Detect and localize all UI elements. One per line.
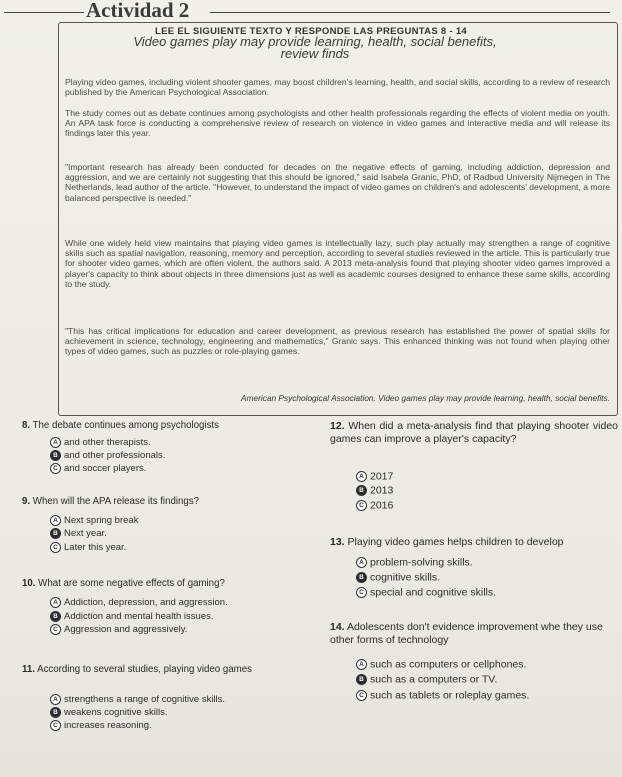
question-text: Adolescents don't evidence improvement whe they use other forms of technology (330, 621, 603, 646)
q10-option-a[interactable] (50, 597, 228, 608)
question-number: 8. (22, 420, 31, 431)
q12-option-a[interactable] (356, 471, 393, 482)
option-text: special and cognitive skills. (370, 586, 497, 599)
option-marker: A (50, 694, 61, 705)
question-number: 11. (22, 664, 35, 675)
option-marker: C (50, 542, 61, 553)
option-text: such as computers or cellphones. (370, 658, 527, 671)
option-marker: B (50, 528, 61, 539)
option-text: increases reasoning. (64, 720, 152, 732)
option-text: and other professionals. (64, 450, 166, 462)
option-text: such as a computers or TV. (370, 673, 498, 686)
question-number: 9. (22, 496, 31, 507)
q12-option-c[interactable] (356, 500, 393, 511)
question-12 (330, 420, 618, 445)
question-13 (330, 536, 620, 549)
option-text: problem-solving skills. (370, 556, 473, 569)
question-9 (22, 496, 312, 507)
q13-option-a[interactable] (356, 557, 473, 568)
question-8 (22, 420, 312, 431)
q11-option-b[interactable] (50, 707, 168, 718)
question-text: According to several studies, playing video games (37, 664, 252, 675)
paragraph-2: The study comes out as debate continues among psychologists and other health professionals regarding the effects of violent media on youth. An APA task force is conducting a comprehensive review of research on violence in video games and interactive media and will release its findings later this year. (65, 108, 610, 139)
option-marker: A (50, 597, 61, 608)
option-text: Addiction, depression, and aggression. (64, 597, 228, 609)
q9-option-a[interactable] (50, 515, 138, 526)
option-text: Addiction and mental health issues. (64, 611, 214, 623)
option-marker: C (356, 587, 367, 598)
option-marker: B (50, 450, 61, 461)
option-marker: C (356, 500, 367, 511)
option-marker: B (356, 674, 367, 685)
q8-option-b[interactable] (50, 450, 165, 461)
option-text: 2013 (370, 484, 394, 497)
option-text: Next year. (64, 528, 107, 540)
q9-option-b[interactable] (50, 528, 107, 539)
option-text: Next spring break (64, 515, 139, 527)
q11-option-c[interactable] (50, 720, 152, 731)
q8-option-c[interactable] (50, 463, 146, 474)
q12-option-b[interactable] (356, 485, 393, 496)
q10-option-b[interactable] (50, 611, 213, 622)
activity-title: Actividad 2 (86, 0, 190, 22)
question-number: 12. (330, 420, 345, 432)
q9-option-c[interactable] (50, 542, 126, 553)
q11-option-a[interactable] (50, 694, 225, 705)
option-text: Later this year. (64, 542, 127, 554)
question-10 (22, 578, 312, 589)
question-text: Playing video games helps children to develop (347, 536, 564, 548)
paragraph-5: "This has critical implications for education and career development, as previous research has established the power of spatial skills for achievement in science, technology, engineering and mathematics," Granic says. This enhanced thinking was not found when playing other types of video games, such as puzzles or role-playing games. (65, 326, 610, 357)
q14-option-a[interactable] (356, 659, 526, 670)
question-number: 10. (22, 578, 36, 589)
question-number: 14. (330, 621, 345, 633)
option-marker: B (356, 572, 367, 583)
q10-option-c[interactable] (50, 624, 187, 635)
header-line-left (4, 12, 84, 13)
question-text: When will the APA release its findings? (32, 496, 200, 507)
option-marker: A (356, 659, 367, 670)
option-text: 2016 (370, 499, 394, 512)
option-marker: A (50, 437, 61, 448)
option-text: such as tablets or roleplay games. (370, 689, 530, 702)
citation: American Psychological Association. Video games play may provide learning, health, social benefits. (241, 393, 610, 403)
article-title: Video games play may provide learning, health, social benefits, review finds (133, 34, 497, 61)
question-text: When did a meta-analysis find that playing shooter video games can improve a player's capacity? (330, 420, 619, 445)
option-marker: C (50, 720, 61, 731)
option-marker: A (50, 515, 61, 526)
question-text: The debate continues among psychologists (32, 420, 219, 431)
question-text: What are some negative effects of gaming? (38, 578, 225, 589)
q14-option-b[interactable] (356, 674, 497, 685)
q13-option-c[interactable] (356, 587, 496, 598)
option-marker: C (356, 690, 367, 701)
option-marker: B (50, 611, 61, 622)
option-marker: C (50, 463, 61, 474)
option-text: and soccer players. (64, 463, 147, 475)
reading-instruction: LEE EL SIGUIENTE TEXTO Y RESPONDE LAS PREGUNTAS 8 - 14 (155, 26, 467, 37)
option-text: 2017 (370, 470, 394, 483)
option-text: strengthens a range of cognitive skills. (64, 694, 226, 706)
question-11 (22, 664, 312, 675)
paragraph-4: While one widely held view maintains that playing video games is intellectually lazy, such play actually may strengthen a range of cognitive skills such as spatial navigation, reasoning, memory and perception, according to several studies reviewed in the article. This is particularly true for shooter video games, which are often violent, the authors said. A 2013 meta-analysis found that playing shooter video games improved a player's capacity to think about objects in three dimensions just as well as academic courses designed to enhance these same skills, according to the study. (65, 238, 610, 289)
header-line-right (210, 12, 610, 13)
option-text: and other therapists. (64, 437, 151, 449)
question-14 (330, 621, 620, 647)
q8-option-a[interactable] (50, 437, 151, 448)
option-marker: B (50, 707, 61, 718)
option-text: Aggression and aggressively. (64, 624, 188, 636)
option-marker: A (356, 557, 367, 568)
paragraph-3: "Important research has already been conducted for decades on the negative effects of gaming, including addiction, depression and aggression, and we are certainly not suggesting that this should be ignored," said Isabela Granic, PhD, of Radbud University Nijmegen in The Netherlands, lead author of the article. "However, to understand the impact of video games on children's and adolescents' development, a more balanced perspective is needed." (65, 162, 610, 203)
option-text: cognitive skills. (370, 571, 441, 584)
option-marker: C (50, 624, 61, 635)
question-number: 13. (330, 536, 345, 548)
q14-option-c[interactable] (356, 690, 529, 701)
option-marker: B (356, 485, 367, 496)
paragraph-1: Playing video games, including violent shooter games, may boost children's learning, health, and social skills, according to a review of research published by the American Psychological Association. (65, 77, 610, 98)
option-marker: A (356, 471, 367, 482)
q13-option-b[interactable] (356, 572, 440, 583)
option-text: weakens cognitive skills. (64, 707, 168, 719)
